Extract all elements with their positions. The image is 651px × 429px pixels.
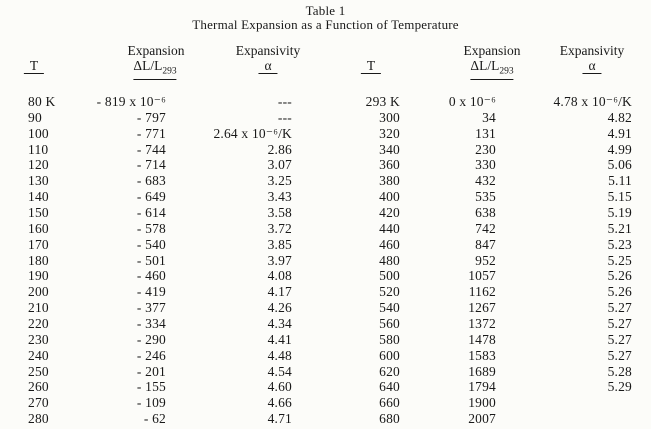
- delta-l-over-l: ΔL/L: [133, 58, 163, 73]
- expansivity-cell: 3.85: [267, 236, 292, 252]
- expansion-cell: 1267: [468, 300, 496, 316]
- table-caption-number: Table 1: [305, 3, 346, 18]
- temperature-cell: 260: [28, 379, 49, 395]
- expansion-cell: - 797: [136, 109, 166, 125]
- expansion-cell: 1162: [468, 284, 496, 300]
- table-grid: [28, 94, 632, 427]
- expansivity-cell: 4.17: [267, 284, 292, 300]
- expansivity-cell: 5.27: [607, 331, 632, 347]
- expansion-cell: 131: [475, 125, 496, 141]
- expansion-cell: 330: [475, 157, 496, 173]
- left-expansion-header: Expansion: [127, 43, 185, 58]
- expansivity-cell: 3.25: [267, 173, 292, 189]
- temperature-cell: 640: [379, 379, 400, 395]
- temperature-cell: 600: [379, 347, 400, 363]
- temperature-cell: 300: [379, 109, 400, 125]
- expansion-cell: 535: [475, 189, 496, 205]
- expansivity-cell: 5.27: [607, 316, 632, 332]
- temperature-cell: 500: [379, 268, 400, 284]
- expansivity-cell: 3.58: [267, 205, 292, 221]
- expansivity-cell: 4.82: [607, 109, 632, 125]
- temperature-cell: 440: [379, 220, 400, 236]
- expansion-cell: - 201: [136, 363, 166, 379]
- temperature-cell: 293 K: [365, 94, 400, 109]
- expansion-cell: - 501: [136, 252, 166, 268]
- expansivity-cell: 5.29: [607, 379, 632, 395]
- expansion-cell: - 62: [143, 411, 166, 427]
- expansion-cell: - 771: [136, 125, 166, 141]
- expansion-cell: 847: [475, 236, 496, 252]
- expansion-cell: - 334: [136, 316, 166, 332]
- temperature-cell: 220: [28, 316, 49, 332]
- expansion-cell: - 649: [136, 189, 166, 205]
- expansivity-cell: 4.41: [267, 331, 292, 347]
- expansivity-cell: 4.71: [267, 411, 292, 427]
- temperature-cell: 80 K: [28, 94, 56, 109]
- expansion-cell: 34: [482, 109, 496, 125]
- expansion-cell: 1478: [468, 331, 496, 347]
- expansivity-cell: 4.66: [267, 395, 292, 411]
- expansivity-cell: 5.27: [607, 300, 632, 316]
- expansivity-cell: 5.23: [607, 236, 632, 252]
- expansivity-cell: 3.07: [267, 157, 292, 173]
- expansivity-cell: 5.11: [608, 173, 632, 189]
- temperature-cell: 90: [28, 109, 42, 125]
- expansion-cell: 1583: [468, 347, 496, 363]
- temperature-cell: 230: [28, 331, 49, 347]
- expansivity-cell: 4.78 x 10⁻⁶/K: [553, 94, 632, 109]
- expansion-cell: - 614: [136, 205, 166, 221]
- temperature-cell: 380: [379, 173, 400, 189]
- temperature-cell: 160: [28, 220, 49, 236]
- temperature-cell: 460: [379, 236, 400, 252]
- right-temperature-header: T: [361, 59, 381, 74]
- temperature-cell: 140: [28, 189, 49, 205]
- right-alpha-header: α: [582, 59, 601, 74]
- right-expansivity-header: Expansivity: [559, 43, 625, 58]
- temperature-cell: 360: [379, 157, 400, 173]
- expansion-cell: 2007: [468, 411, 496, 427]
- temperature-cell: 170: [28, 236, 49, 252]
- expansion-cell: - 246: [136, 347, 166, 363]
- temperature-cell: 340: [379, 141, 400, 157]
- temperature-cell: 280: [28, 411, 49, 427]
- expansivity-cell: 4.60: [267, 379, 292, 395]
- right-expansion-formula-header: [470, 59, 513, 80]
- temperature-cell: 560: [379, 316, 400, 332]
- expansion-cell: 1794: [468, 379, 496, 395]
- expansivity-cell: 2.64 x 10⁻⁶/K: [213, 125, 292, 141]
- left-expansivity-header: Expansivity: [235, 43, 301, 58]
- expansion-cell: - 460: [136, 268, 166, 284]
- temperature-cell: 580: [379, 331, 400, 347]
- temperature-cell: 680: [379, 411, 400, 427]
- temperature-cell: 250: [28, 363, 49, 379]
- temperature-cell: 180: [28, 252, 49, 268]
- temperature-cell: 660: [379, 395, 400, 411]
- expansion-cell: - 578: [136, 220, 166, 236]
- temperature-cell: 540: [379, 300, 400, 316]
- temperature-cell: 270: [28, 395, 49, 411]
- expansion-cell: - 714: [136, 157, 166, 173]
- left-alpha-header: α: [258, 59, 277, 74]
- expansivity-cell: 5.27: [607, 347, 632, 363]
- temperature-cell: 190: [28, 268, 49, 284]
- expansivity-cell: [496, 395, 632, 411]
- expansivity-cell: 5.28: [607, 363, 632, 379]
- expansivity-cell: 5.26: [607, 284, 632, 300]
- temperature-cell: 210: [28, 300, 49, 316]
- expansion-cell: - 819 x 10⁻⁶: [96, 94, 166, 109]
- expansivity-cell: ---: [277, 109, 292, 125]
- expansivity-cell: 4.91: [607, 125, 632, 141]
- expansion-cell: 432: [475, 173, 496, 189]
- expansivity-cell: 4.48: [267, 347, 292, 363]
- expansion-cell: 1372: [468, 316, 496, 332]
- delta-l-over-l: ΔL/L: [470, 58, 500, 73]
- reference-temperature-subscript: 293: [162, 66, 177, 77]
- expansivity-cell: 3.97: [267, 252, 292, 268]
- temperature-cell: 520: [379, 284, 400, 300]
- temperature-cell: 100: [28, 125, 49, 141]
- expansivity-cell: 5.25: [607, 252, 632, 268]
- expansion-cell: - 744: [136, 141, 166, 157]
- temperature-cell: 110: [28, 141, 49, 157]
- expansion-cell: - 109: [136, 395, 166, 411]
- expansion-cell: 742: [475, 220, 496, 236]
- expansion-cell: 952: [475, 252, 496, 268]
- expansion-cell: - 419: [136, 284, 166, 300]
- temperature-cell: 120: [28, 157, 49, 173]
- expansion-cell: - 540: [136, 236, 166, 252]
- expansivity-cell: 5.06: [607, 157, 632, 173]
- expansivity-cell: ---: [277, 94, 292, 109]
- expansivity-cell: 2.86: [267, 141, 292, 157]
- temperature-cell: 240: [28, 347, 49, 363]
- expansivity-cell: 5.19: [607, 205, 632, 221]
- expansivity-cell: 4.34: [267, 316, 292, 332]
- expansion-cell: 230: [475, 141, 496, 157]
- reference-temperature-subscript: 293: [499, 66, 514, 77]
- temperature-cell: 320: [379, 125, 400, 141]
- expansivity-cell: 4.26: [267, 300, 292, 316]
- expansivity-cell: 4.54: [267, 363, 292, 379]
- table-caption-title: Thermal Expansion as a Function of Temperature: [192, 17, 459, 32]
- expansivity-cell: [496, 411, 632, 427]
- temperature-cell: 130: [28, 173, 49, 189]
- expansivity-cell: 5.15: [607, 189, 632, 205]
- expansivity-cell: 4.08: [267, 268, 292, 284]
- expansion-cell: - 290: [136, 331, 166, 347]
- temperature-cell: 480: [379, 252, 400, 268]
- expansivity-cell: 3.72: [267, 220, 292, 236]
- temperature-cell: 400: [379, 189, 400, 205]
- temperature-cell: 620: [379, 363, 400, 379]
- expansivity-cell: 5.21: [607, 220, 632, 236]
- left-expansion-formula-header: [133, 59, 176, 80]
- expansion-cell: 1689: [468, 363, 496, 379]
- expansivity-cell: 4.99: [607, 141, 632, 157]
- expansion-cell: 1900: [468, 395, 496, 411]
- expansion-cell: - 155: [136, 379, 166, 395]
- expansion-cell: - 683: [136, 173, 166, 189]
- temperature-cell: 200: [28, 284, 49, 300]
- left-temperature-header: T: [24, 59, 44, 74]
- temperature-cell: 420: [379, 205, 400, 221]
- right-expansion-header: Expansion: [463, 43, 521, 58]
- expansion-cell: 638: [475, 205, 496, 221]
- expansion-cell: 1057: [468, 268, 496, 284]
- expansion-cell: 0 x 10⁻⁶: [448, 94, 496, 109]
- expansion-cell: - 377: [136, 300, 166, 316]
- expansivity-cell: 3.43: [267, 189, 292, 205]
- temperature-cell: 150: [28, 205, 49, 221]
- expansivity-cell: 5.26: [607, 268, 632, 284]
